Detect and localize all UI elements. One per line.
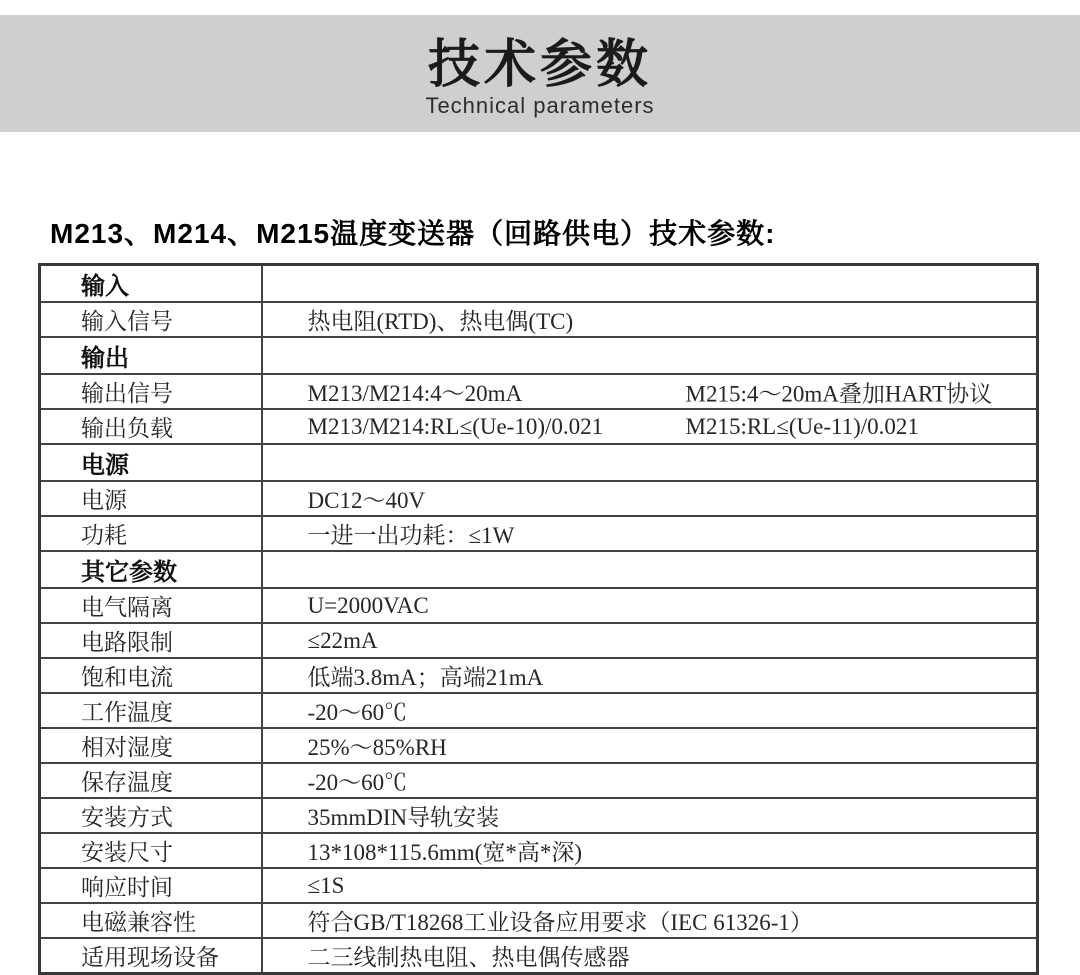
value-part-a: M213/M214:4～20mA: [307, 381, 523, 406]
param-label-cell: 电路限制: [40, 623, 262, 658]
table-row: [40, 658, 1038, 693]
value-part-b: M215:RL≤(Ue-11)/0.021: [685, 413, 919, 439]
param-label-cell: 安装尺寸: [40, 833, 262, 868]
section-row: [40, 444, 1038, 481]
param-label-cell: 输出: [40, 337, 262, 374]
param-value-cell: 25%～85%RH: [262, 728, 1038, 763]
param-label-cell: 保存温度: [40, 763, 262, 798]
table-row: [40, 516, 1038, 551]
param-value-cell: [262, 444, 1038, 481]
param-value-cell: [262, 337, 1038, 374]
table-row: [40, 833, 1038, 868]
value-part-b: M215:4～20mA叠加HART协议: [685, 381, 993, 406]
param-label-cell: 饱和电流: [40, 658, 262, 693]
param-label-cell: 电磁兼容性: [40, 903, 262, 938]
param-label-cell: 电源: [40, 481, 262, 516]
param-label-cell: 电源: [40, 444, 262, 481]
table-row: [40, 302, 1038, 337]
table-row: [40, 588, 1038, 623]
param-value-cell: -20～60℃: [262, 763, 1038, 798]
param-value-cell: 低端3.8mA；高端21mA: [262, 658, 1038, 693]
param-label-cell: 功耗: [40, 516, 262, 551]
table-row: [40, 623, 1038, 658]
value-part-a: M213/M214:RL≤(Ue-10)/0.021: [307, 413, 604, 439]
param-value-cell: [262, 265, 1038, 303]
param-label-cell: 输入: [40, 265, 262, 303]
param-value-cell: DC12～40V: [262, 481, 1038, 516]
page-title: 技术参数: [427, 36, 652, 94]
spec-table: [38, 263, 1039, 970]
param-value-cell: [262, 551, 1038, 588]
table-row: [40, 374, 1038, 409]
param-label-cell: 安装方式: [40, 798, 262, 833]
param-value-cell: 一进一出功耗：≤1W: [262, 516, 1038, 551]
table-row: [40, 938, 1038, 974]
table-row: [40, 868, 1038, 903]
param-value-cell: 二三线制热电阻、热电偶传感器: [262, 938, 1038, 974]
param-value-cell: ≤1S: [262, 868, 1038, 903]
param-value-cell: 35mmDIN导轨安装: [262, 798, 1038, 833]
param-label-cell: 输出负载: [40, 409, 262, 444]
param-label-cell: 输入信号: [40, 302, 262, 337]
section-heading: M213、M214、M215温度变送器（回路供电）技术参数:: [50, 218, 776, 249]
param-label-cell: 工作温度: [40, 693, 262, 728]
param-value-cell: [262, 374, 1038, 409]
param-value-cell: ≤22mA: [262, 623, 1038, 658]
param-label-cell: 输出信号: [40, 374, 262, 409]
section-row: [40, 551, 1038, 588]
table-row: [40, 903, 1038, 938]
param-label-cell: 响应时间: [40, 868, 262, 903]
page-subtitle: Technical parameters: [425, 93, 655, 118]
spec-table-body: [40, 265, 1038, 974]
title-banner: [0, 15, 1080, 132]
param-value-cell: 符合GB/T18268工业设备应用要求（IEC 61326-1）: [262, 903, 1038, 938]
table-row: [40, 728, 1038, 763]
table-row: [40, 798, 1038, 833]
param-label-cell: 相对湿度: [40, 728, 262, 763]
param-label-cell: 其它参数: [40, 551, 262, 588]
section-row: [40, 265, 1038, 303]
param-value-cell: 13*108*115.6mm(宽*高*深): [262, 833, 1038, 868]
table-row: [40, 693, 1038, 728]
param-value-cell: 热电阻(RTD)、热电偶(TC): [262, 302, 1038, 337]
table-row: [40, 481, 1038, 516]
param-value-cell: [262, 409, 1038, 444]
param-value-cell: U=2000VAC: [262, 588, 1038, 623]
table-row: [40, 763, 1038, 798]
section-row: [40, 337, 1038, 374]
param-value-cell: -20～60℃: [262, 693, 1038, 728]
param-label-cell: 电气隔离: [40, 588, 262, 623]
table-row: [40, 409, 1038, 444]
param-label-cell: 适用现场设备: [40, 938, 262, 974]
